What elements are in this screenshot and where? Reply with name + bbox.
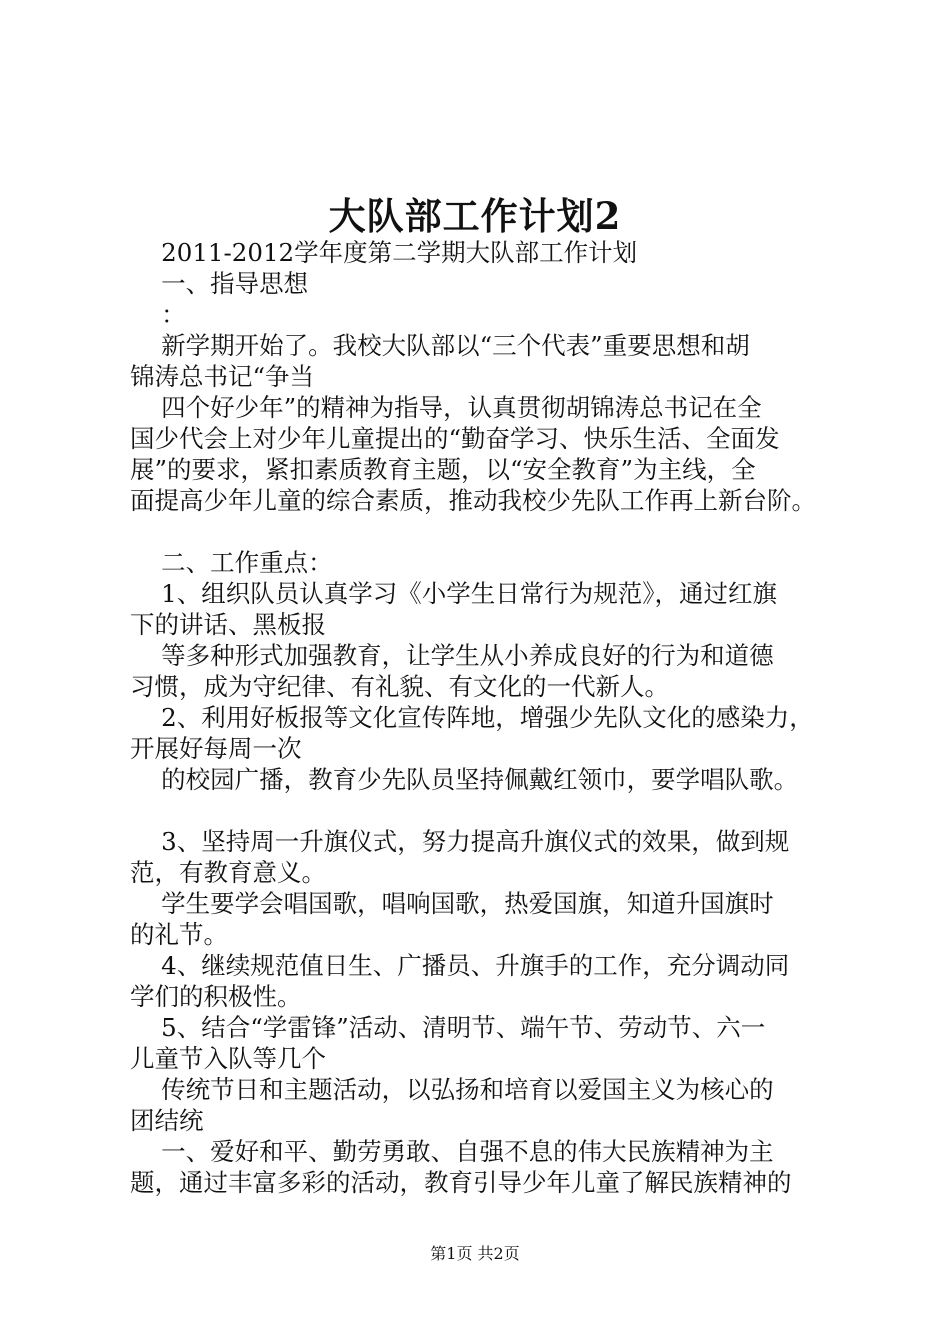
blank-line xyxy=(130,516,838,547)
blank-line xyxy=(130,795,838,826)
body-line: 传统节日和主题活动，以弘扬和培育以爱国主义为核心的 xyxy=(130,1075,774,1104)
body-line: 面提高少年儿童的综合素质，推动我校少先队工作再上新台阶。 xyxy=(130,486,816,515)
body-line: 学们的积极性。 xyxy=(130,982,302,1011)
body-line: 开展好每周一次 xyxy=(130,734,302,763)
body-line: 的礼节。 xyxy=(130,920,228,949)
body-line: 2、利用好板报等文化宣传阵地，增强少先队文化的感染力， xyxy=(130,703,814,732)
body-line: 2011-2012学年度第二学期大队部工作计划 xyxy=(130,238,638,267)
body-line: 一、爱好和平、勤劳勇敢、自强不息的伟大民族精神为主 xyxy=(130,1137,774,1166)
body-line: 题，通过丰富多彩的活动，教育引导少年儿童了解民族精神的 xyxy=(130,1168,792,1197)
body-line: 展”的要求，紧扣素质教育主题，以“安全教育”为主线，全 xyxy=(130,455,756,484)
body-line: 国少代会上对少年儿童提出的“勤奋学习、快乐生活、全面发 xyxy=(130,424,780,453)
body-line: 锦涛总书记“争当 xyxy=(130,362,315,391)
body-line: 1、组织队员认真学习《小学生日常行为规范》，通过红旗 xyxy=(130,579,777,608)
body-line: 学生要学会唱国歌，唱响国歌，热爱国旗，知道升国旗时 xyxy=(130,889,774,918)
body-line: 3、坚持周一升旗仪式，努力提高升旗仪式的效果，做到规 xyxy=(130,827,790,856)
body-line: 4、继续规范值日生、广播员、升旗手的工作，充分调动同 xyxy=(130,951,790,980)
body-line: 5、结合“学雷锋”活动、清明节、端午节、劳动节、六一 xyxy=(130,1013,766,1042)
body-line: 的校园广播，教育少先队员坚持佩戴红领巾，要学唱队歌。 xyxy=(130,765,799,794)
body-line: 习惯，成为守纪律、有礼貌、有文化的一代新人。 xyxy=(130,672,669,701)
document-title: 大队部工作计划2 xyxy=(328,194,622,238)
body-line: ： xyxy=(130,300,186,329)
body-line: 二、工作重点： xyxy=(130,548,333,577)
body-line: 下的讲话、黑板报 xyxy=(130,610,326,639)
body-line: 新学期开始了。我校大队部以“三个代表”重要思想和胡 xyxy=(130,331,750,360)
body-line: 等多种形式加强教育，让学生从小养成良好的行为和道德 xyxy=(130,641,774,670)
body-line: 范，有教育意义。 xyxy=(130,858,326,887)
body-line: 儿童节入队等几个 xyxy=(130,1044,326,1073)
body-line: 一、指导思想 xyxy=(130,269,309,298)
document-body xyxy=(130,237,838,1198)
body-line: 四个好少年”的精神为指导，认真贯彻胡锦涛总书记在全 xyxy=(130,393,762,422)
body-line: 团结统 xyxy=(130,1106,204,1135)
page-footer: 第1页 共2页 xyxy=(430,1244,520,1263)
